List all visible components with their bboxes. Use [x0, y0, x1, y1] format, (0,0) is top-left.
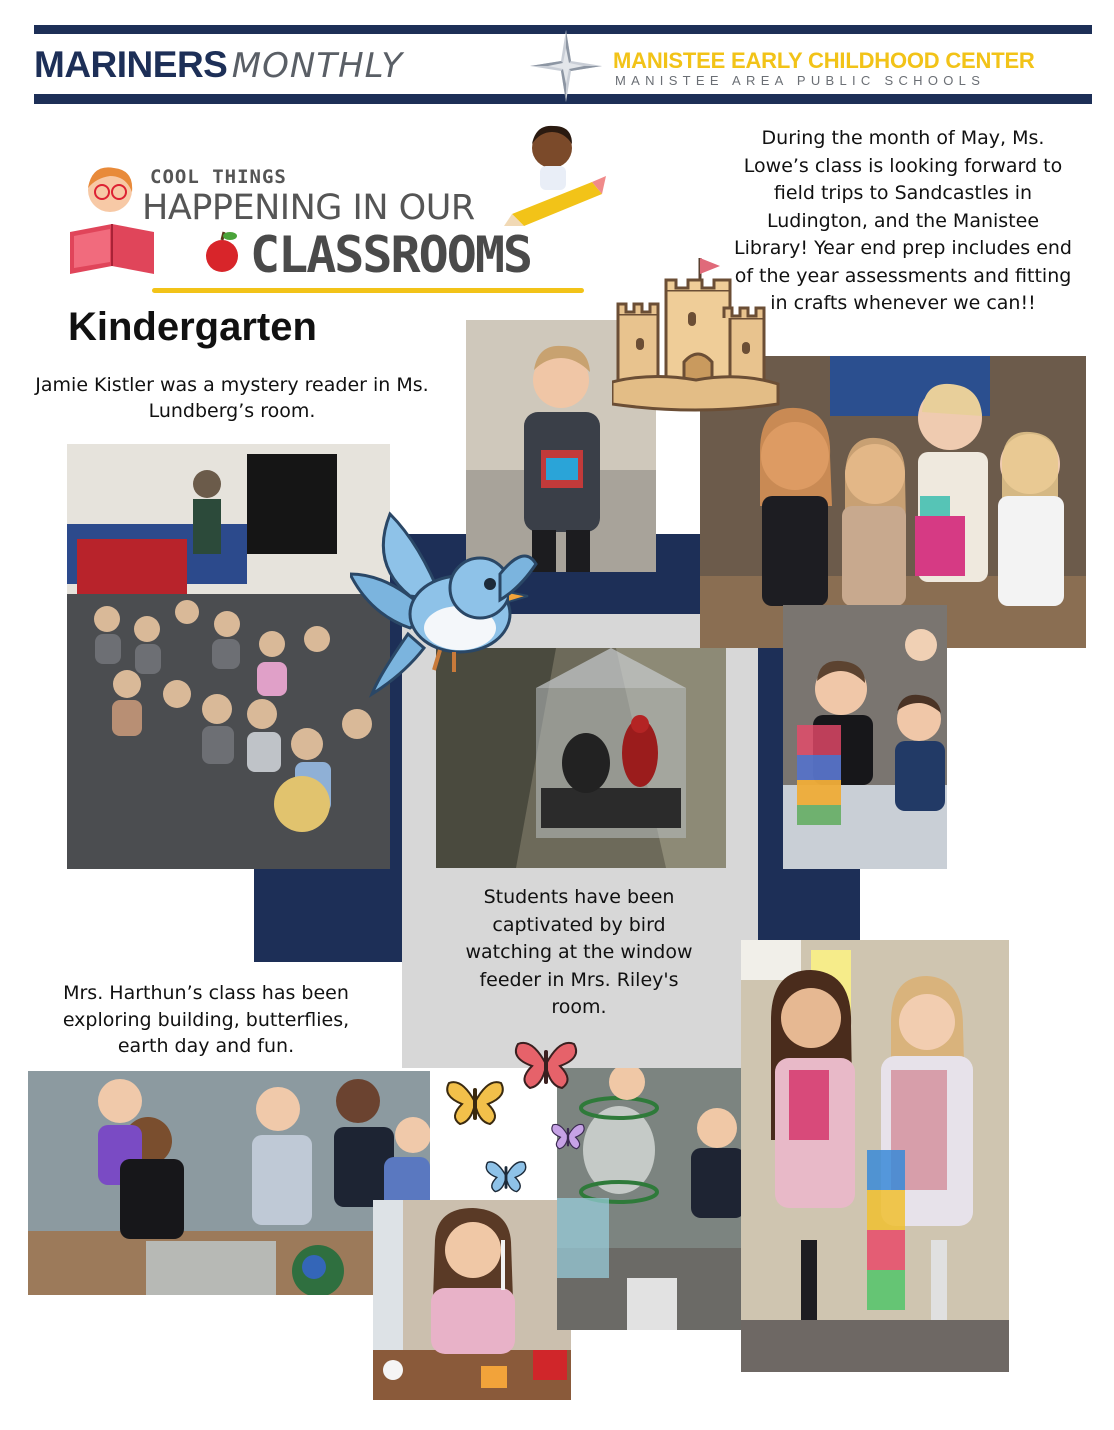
butterfly-icon: [444, 1076, 506, 1128]
school-name: MANISTEE EARLY CHILDHOOD CENTER: [613, 48, 1035, 73]
title-script: MONTHLY: [231, 46, 404, 86]
caption-lowe-class: During the month of May, Ms. Lowe’s class is looking forward to field trips to Sandcastles in Ludington, and the Manistee Library! Year end prep includes end of the year assessments and fitting in crafts whenever we can!!: [733, 127, 1072, 314]
compass-star-icon: [528, 28, 604, 104]
banner-line1: COOL THINGS: [150, 166, 287, 188]
photo-boys-building: [783, 605, 947, 869]
boy-on-pencil-icon: [502, 122, 612, 227]
classrooms-banner: [62, 122, 622, 302]
banner-underline: [152, 288, 584, 293]
photo-mystery-reader: [67, 444, 390, 869]
caption-mystery-reader: Jamie Kistler was a mystery reader in Ms. Lundberg’s room.: [35, 374, 429, 422]
photo-girls-with-tower: [741, 940, 1009, 1372]
banner-line3: CLASSROOMS: [250, 226, 532, 284]
apple-icon: [202, 230, 242, 274]
title-bold: MARINERS: [34, 44, 228, 85]
district-name: MANISTEE AREA PUBLIC SCHOOLS: [615, 73, 986, 88]
butterfly-icon: [512, 1036, 580, 1092]
butterfly-icon: [484, 1156, 528, 1196]
photo-earth-day-craft: [28, 1071, 430, 1295]
caption-harthun-class: Mrs. Harthun’s class has been exploring building, butterflies, earth day and fun.: [62, 982, 350, 1057]
banner-line2: HAPPENING IN OUR: [142, 188, 475, 228]
section-heading: Kindergarten: [68, 305, 317, 349]
sandcastle-icon: [612, 254, 780, 414]
photo-girl-with-brush: [373, 1200, 571, 1400]
butterfly-icon: [550, 1120, 586, 1152]
newsletter-title: [34, 44, 403, 86]
caption-bird-watching: Students have been captivated by bird watching at the window feeder in Mrs. Riley's room.: [465, 886, 693, 1018]
bluebird-icon: [350, 504, 540, 704]
